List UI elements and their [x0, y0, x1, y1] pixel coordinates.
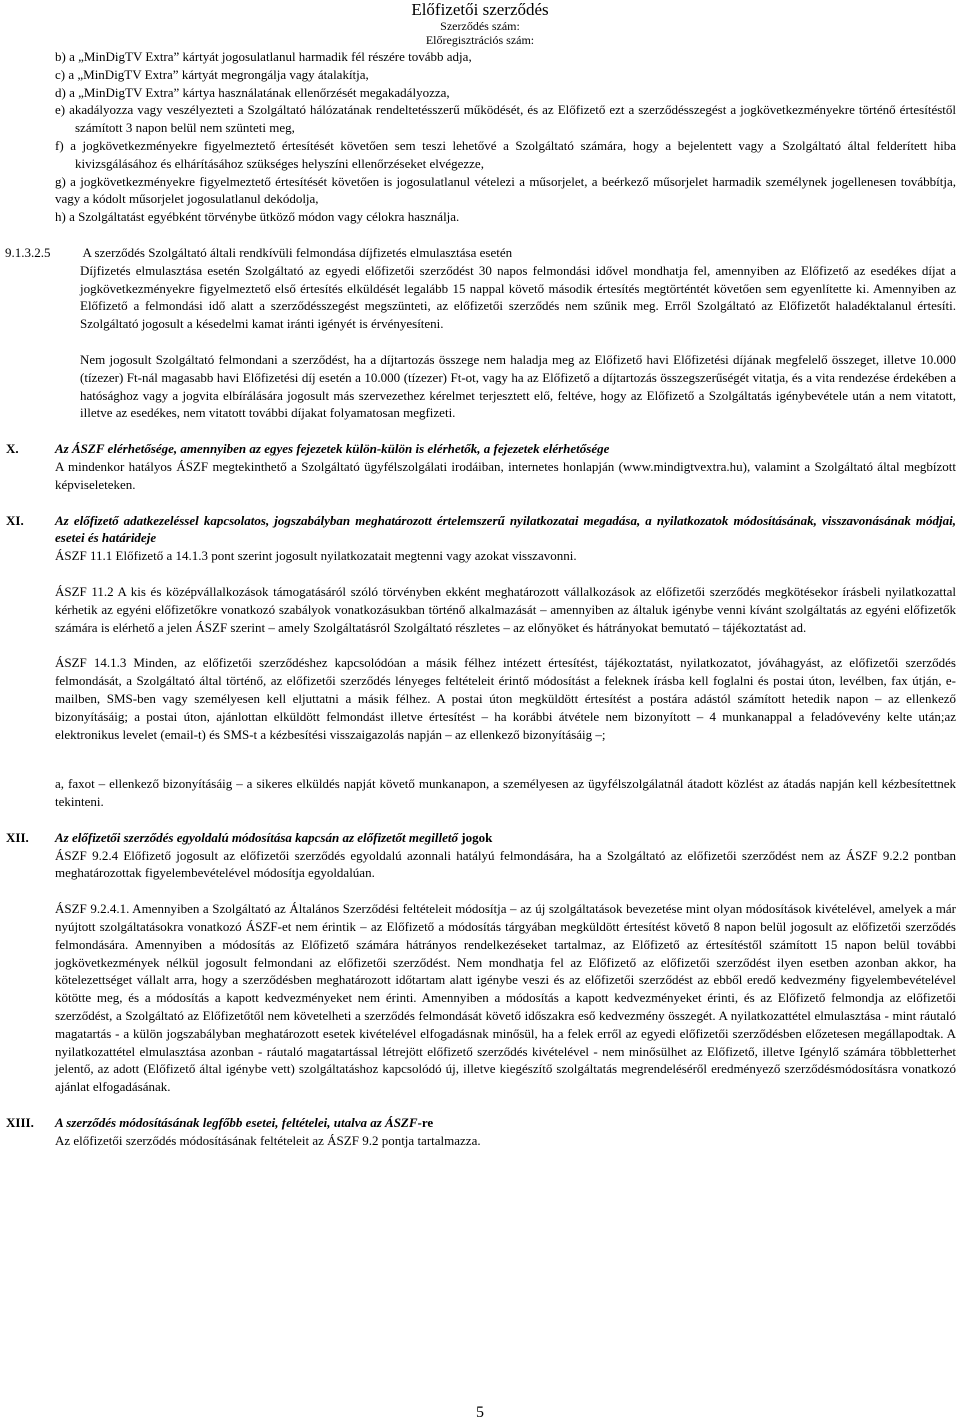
section-heading [55, 1114, 956, 1132]
section-xi [6, 512, 956, 811]
section-paragraph: ÁSZF 9.2.4 Előfizető jogosult az előfizetői szerződés egyoldalú azonnali hatályú felmondására, ha a Szolgáltató az előfizetői szerződést nem az ÁSZF 9.2.2 pontban meghatározottak figyelembevételével módosítja egyoldalúan. [55, 847, 956, 881]
list-item-b: b) a „MinDigTV Extra” kártyát jogosulatlanul harmadik fél részére tovább adja, [55, 49, 472, 64]
clause-9-1-3-2-5 [5, 244, 956, 422]
section-xii [6, 829, 956, 1096]
list-item-c: c) a „MinDigTV Extra” kártyát megrongálja vagy átalakítja, [55, 66, 369, 82]
contract-number-label: Szerződés szám: [440, 19, 520, 33]
section-heading-italic: A szerződés módosításának legfőbb esetei, feltételei, utalva az ÁSZF [55, 1115, 418, 1131]
clause-paragraph: Díjfizetés elmulasztása esetén Szolgáltató az egyedi előfizetői szerződést 30 napos felmondási idővel mondhatja fel, amennyiben az Előfizető az esedékes díjat a jogkövetkezményekre figyelmeztető első értesítés elküldését legalább 15 nappal követő második értesítés megtörténtét követően sem egyenlítette ki. Amennyiben az Előfizető a felmondási idő alatt a szerződésszegést megszünteti, az előfizetői szerződés nem szűnik meg. Erről Szolgáltató az Előfizetőt haladéktalanul értesíti. Szolgáltató jogosult a késedelmi kamat iránti igényét is érvényesíteni. [80, 262, 956, 332]
list-item-h: h) a Szolgáltatást egyébként törvénybe ütköző módon vagy célokra használja. [55, 209, 460, 225]
list-item-e: e) akadályozza vagy veszélyezteti a Szolgáltató hálózatának rendeltetésszerű működését, és az Előfizető ezt a szerződésszegést a jogkövetkezményekre történő értesítéstől számított 3 napon belül nem szünteti meg, [55, 102, 956, 136]
list-item-g: g) a jogkövetkezményekre figyelmeztető értesítését követően is jogosulatlanul vételezi a műsorjelet, a beérkező műsorjelet harmadik személynek jogellenesen továbbítja, vagy a kódolt műsorjelet jogosulatlanul dekódolja, [55, 173, 956, 207]
section-heading: Az előfizető adatkezeléssel kapcsolatos, jogszabályban meghatározott értelemszerű nyilatkozatai megadása, a nyilatkozatok módosításának, visszavonásának módjai, esetei és határideje [55, 512, 956, 546]
section-paragraph: ÁSZF 9.2.4.1. Amennyiben a Szolgáltató az Általános Szerződési feltételeit módosítja – az új szolgáltatások bevezetése mint olyan módosítások kivételével, amelyek a már nyújtott szolgáltatásokra vonatkozó ÁSZF-et nem érintik – az Előfizető a módosítás tárgyában megküldött értesítést követő 8 napon belül jogosult az előfizetői szerződés felmondására. Amennyiben a módosítás az Előfizető számára hátrányos rendelkezéseket tartalmaz, az Előfizető az értesítéstől számított 15 napon belül további jogkövetkezmények nélkül jogosult felmondani az előfizetői szerződést. Nem mondhatja fel az Előfizető az előfizetői szerződést ilyen esetben azonban akkor, ha kötelezettséget vállalt arra, hogy a szerződésben meghatározott időtartam alatt igénybe veszi és az előfizetői szerződést az ebből eredő kedvezmény figyelembevételével kötötte meg, és a módosítás a kapott kedvezményeket nem érinti. Amennyiben a módosítás a kapott kedvezményeket érinti, és az Előfizető felmondja az előfizetői szerződést, a Szolgáltató az Előfizetőtől nem követelheti a szerződés felmondását követő időszakra eső kedvezmény összegét. A nyilatkozattétel elmulasztása - mint ráutaló magatartás - a külön jogszabályban meghatározott esetek kivételével elfogadásnak minősül, ha a felek erről az egyedi előfizetői szerződésben előzetesen megállapodtak. A nyilatkozattétel elmulasztása azonban - ráutaló magatartással létrejött előfizető szerződés kivételével - nem minősülhet az Előfizető, illetve Igénylő számára többletterhet jelentő, az adott (Előfizető által igénybe vett) szolgáltatáshoz kapcsolódó új, illetve kiegészítő szolgáltatás megrendeléséről eredményező szerződésmódosításra vonatkozó ajánlat elfogadásának. [55, 901, 956, 1095]
section-x [6, 440, 956, 493]
section-number: XIII. [6, 1115, 34, 1131]
section-paragraph: Az előfizetői szerződés módosításának feltételeit az ÁSZF 9.2 pontja tartalmazza. [55, 1132, 481, 1148]
list-item-f: f) a jogkövetkezményekre figyelmeztető értesítését követően sem teszi lehetővé a Szolgáltató számára, hogy a bejelentett vagy a Szolgáltató által felderített hiba kivizsgálásához és elhárításához szükséges helyszíni ellenőrzéseket elvégezze, [55, 137, 956, 171]
section-heading-plain: -re [417, 1115, 434, 1131]
section-paragraph: ÁSZF 11.1 Előfizető a 14.1.3 pont szerint jogosult nyilatkozatait megtenni vagy azokat visszavonni. [55, 548, 577, 564]
section-paragraph: ÁSZF 11.2 A kis és középvállalkozások támogatásáról szóló törvényben ekként meghatározott vállalkozások az előfizetői szerződés megkötésekor írásbeli nyilatkozattal kérhetik az egyéni előfizetőkre vonatkozó szabályok vonatkozásukban történő alkalmazását – amennyiben az általuk igénybe venni kívánt szolgáltatás az egyéni előfizetők számára is elérhető a jelen ÁSZF szerint – amely Szolgáltatásról Szolgáltató részletes – az előnyöket és hátrányokat bemutató – tájékoztatást ad. [55, 583, 956, 635]
page-number: 5 [476, 1404, 484, 1421]
document-title: Előfizetői szerződés [411, 0, 549, 19]
clause-title: A szerződés Szolgáltató általi rendkívüli felmondása díjfizetés elmulasztása esetén [82, 244, 513, 260]
clause-paragraph: Nem jogosult Szolgáltató felmondani a szerződést, ha a díjtartozás összege nem haladja meg az Előfizető havi Előfizetési díjának megfelelő összeget, illetve 10.000 (tízezer) Ft-nál magasabb havi Előfizetési díj esetén a 10.000 (tízezer) Ft-ot, vagy ha az Előfizető a díjtartozás összegszerűségét vitatja, és a vita rendezése érdekében a hatósághoz vagy a jogvita elbírálására jogosult más szervezethez kérelmet terjesztett elő, feltéve, hogy az Előfizető a Szolgáltatás igénybevétele után a nem vitatott, illetve az esedékes, nem vitatott további díjakat folyamatosan megfizeti. [80, 351, 956, 421]
section-heading-italic: Az előfizetői szerződés egyoldalú módosítása kapcsán az előfizetőt megillető [55, 829, 458, 845]
section-xiii [6, 1114, 956, 1150]
section-heading [55, 829, 956, 847]
section-heading-plain: jogok [457, 829, 493, 845]
section-number: XII. [6, 829, 29, 845]
section-paragraph: a, faxot – ellenkező bizonyításáig – a sikeres elküldés napját követő munkanapon, a személyesen az ügyfélszolgálatnál átadott közlést az átadás napján kell kézbesítettnek tekinteni. [55, 776, 956, 810]
clause-number: 9.1.3.2.5 [5, 244, 51, 260]
section-heading: Az ÁSZF elérhetősége, amennyiben az egyes fejezetek külön-külön is elérhetők, a fejezetek elérhetősége [55, 441, 610, 457]
preregistration-number-label: Előregisztrációs szám: [425, 33, 535, 47]
section-number: X. [6, 441, 19, 457]
list-item-d: d) a „MinDigTV Extra” kártya használatának ellenőrzését megakadályozza, [55, 84, 450, 100]
section-paragraph: ÁSZF 14.1.3 Minden, az előfizetői szerződéshez kapcsolódóan a másik félhez intézett értesítést, tájékoztatást, nyilatkozatot, jóváhagyást, az előfizetői szerződés felmondását, a Szolgáltató által történő, az előfizetői szerződés lényeges feltételeit érintő módosítást a feleknek írásba kell foglalni és postai úton, levélben, fax útján, e-mailben, SMS-ben vagy személyesen kell eljuttatni a másik félhez. A postai úton megküldött értesítést a postára adástól számított hetedik napon – az ellenkező bizonyításáig; a postai úton, ajánlottan elküldött felmondást illetve értesítést – ha korábbi átvétele nem bizonyított – 4 munkanappal a feladóvevény kelte után;az elektronikus levelet (email-t) és SMS-t a kézbesítési visszaigazolás napján – az ellenkező bizonyításáig –; [55, 655, 956, 742]
document-body [5, 48, 956, 1150]
page-header [0, 0, 960, 47]
section-paragraph: A mindenkor hatályos ÁSZF megtekinthető a Szolgáltató ügyfélszolgálati irodáiban, internetes honlapján (www.mindigtvextra.hu), valamint a Szolgáltató által megbízott képviseleteken. [55, 458, 956, 492]
section-number: XI. [6, 512, 24, 528]
